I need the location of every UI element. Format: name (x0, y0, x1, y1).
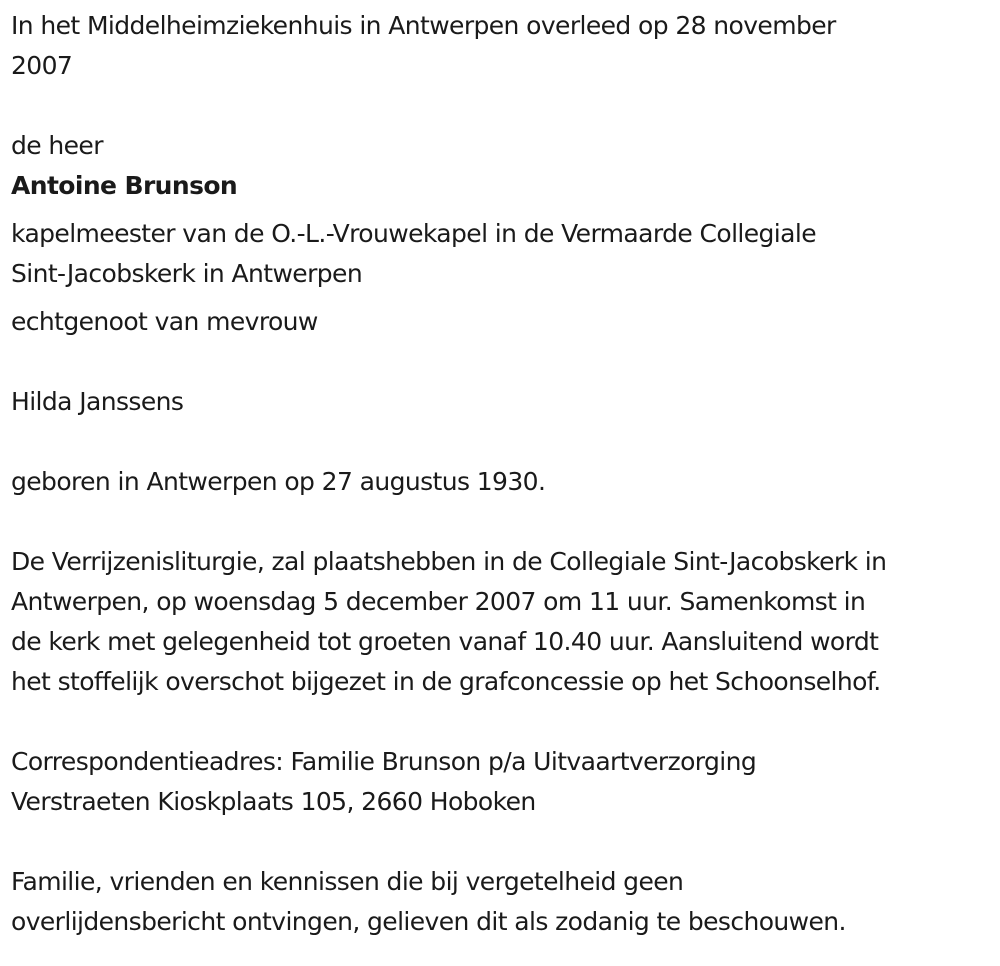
spacer (11, 422, 996, 462)
closing-paragraph (11, 862, 996, 942)
deceased-name: Antoine Brunson (11, 171, 238, 200)
spacer (11, 822, 996, 862)
spouse-label: echtgenoot van mevrouw (11, 307, 318, 336)
closing-line: overlijdensbericht ontvingen, gelieven dit als zodanig te beschouwen. (11, 907, 846, 936)
intro-line: In het Middelheimziekenhuis in Antwerpen overleed op 28 november (11, 11, 836, 40)
intro-paragraph (11, 6, 996, 86)
spacer (11, 702, 996, 742)
correspondence-paragraph (11, 742, 996, 822)
death-notice (11, 6, 996, 942)
spacer (11, 502, 996, 542)
salutation: de heer (11, 131, 103, 160)
correspondence-line: Correspondentieadres: Familie Brunson p/a Uitvaartverzorging (11, 747, 757, 776)
ceremony-paragraph (11, 542, 996, 702)
closing-line: Familie, vrienden en kennissen die bij vergetelheid geen (11, 867, 684, 896)
spacer (11, 294, 996, 302)
ceremony-line: het stoffelijk overschot bijgezet in de grafconcessie op het Schoonselhof. (11, 667, 881, 696)
title-paragraph (11, 214, 996, 294)
spacer (11, 86, 996, 126)
intro-line: 2007 (11, 51, 73, 80)
ceremony-line: De Verrijzenisliturgie, zal plaatshebben in de Collegiale Sint-Jacobskerk in (11, 547, 887, 576)
ceremony-line: Antwerpen, op woensdag 5 december 2007 om 11 uur. Samenkomst in (11, 587, 866, 616)
title-line: kapelmeester van de O.-L.-Vrouwekapel in de Vermaarde Collegiale (11, 219, 816, 248)
title-line: Sint-Jacobskerk in Antwerpen (11, 259, 363, 288)
birth-line: geboren in Antwerpen op 27 augustus 1930. (11, 467, 546, 496)
spouse-name: Hilda Janssens (11, 387, 184, 416)
correspondence-line: Verstraeten Kioskplaats 105, 2660 Hoboken (11, 787, 536, 816)
ceremony-line: de kerk met gelegenheid tot groeten vanaf 10.40 uur. Aansluitend wordt (11, 627, 879, 656)
spacer (11, 342, 996, 382)
spacer (11, 206, 996, 214)
